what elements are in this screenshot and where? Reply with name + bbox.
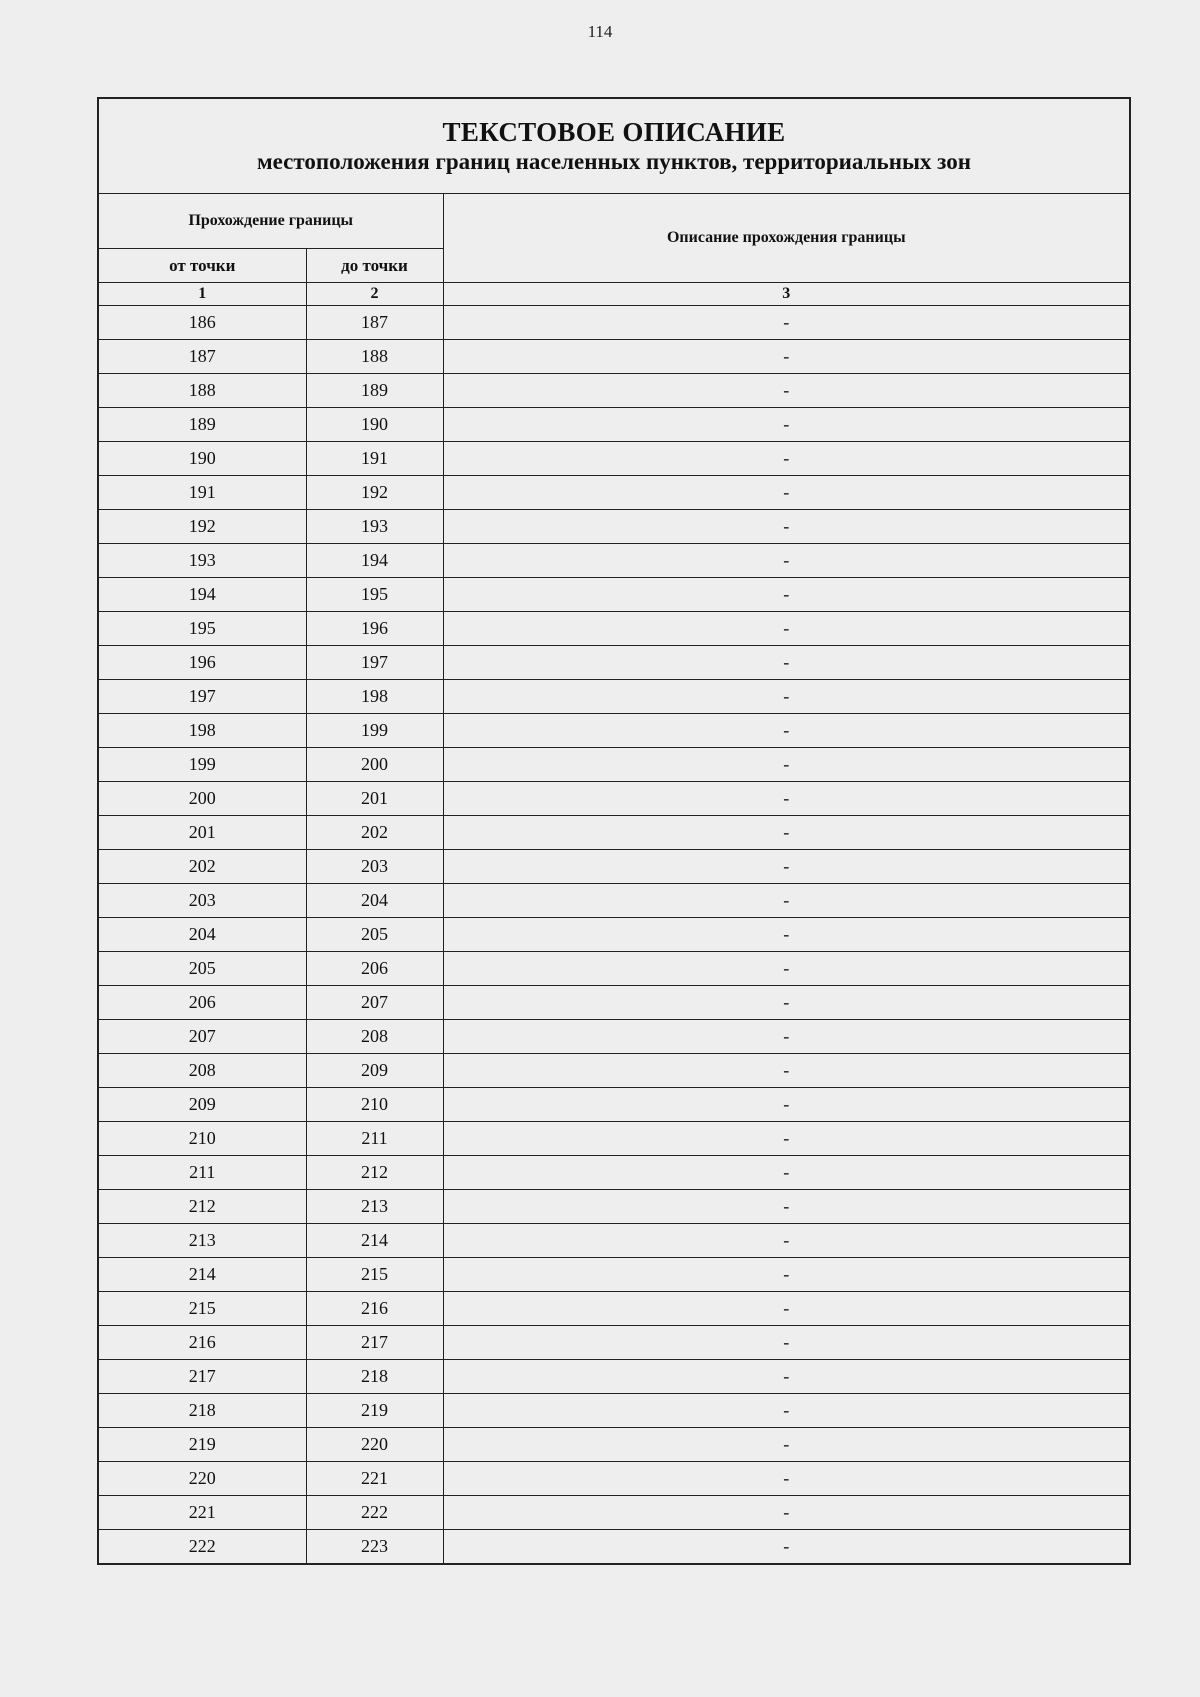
table-title-cell: [98, 98, 1130, 194]
column-number-1: 1: [98, 283, 306, 306]
table-row: [98, 306, 1130, 340]
from-point-cell: 194: [98, 578, 306, 612]
description-cell: -: [443, 408, 1130, 442]
table-row: [98, 1224, 1130, 1258]
table-row: [98, 782, 1130, 816]
from-point-cell: 215: [98, 1292, 306, 1326]
from-point-cell: 214: [98, 1258, 306, 1292]
from-point-cell: 188: [98, 374, 306, 408]
from-point-cell: 198: [98, 714, 306, 748]
table-row: [98, 340, 1130, 374]
from-point-cell: 205: [98, 952, 306, 986]
table-row: [98, 476, 1130, 510]
to-point-cell: 192: [306, 476, 443, 510]
table-row: [98, 510, 1130, 544]
from-point-cell: 196: [98, 646, 306, 680]
description-cell: -: [443, 1224, 1130, 1258]
to-point-cell: 204: [306, 884, 443, 918]
table-row: [98, 748, 1130, 782]
from-point-cell: 207: [98, 1020, 306, 1054]
table-row: [98, 1292, 1130, 1326]
table-row: [98, 1088, 1130, 1122]
table-row: [98, 374, 1130, 408]
description-cell: -: [443, 884, 1130, 918]
from-point-cell: 222: [98, 1530, 306, 1565]
table-row: [98, 1428, 1130, 1462]
from-point-cell: 192: [98, 510, 306, 544]
description-cell: -: [443, 476, 1130, 510]
to-point-cell: 189: [306, 374, 443, 408]
to-point-cell: 212: [306, 1156, 443, 1190]
table-row: [98, 544, 1130, 578]
description-cell: -: [443, 850, 1130, 884]
table-body: [98, 306, 1130, 1565]
description-cell: -: [443, 680, 1130, 714]
column-number-2: 2: [306, 283, 443, 306]
to-point-cell: 202: [306, 816, 443, 850]
table-row: [98, 680, 1130, 714]
description-cell: -: [443, 1496, 1130, 1530]
from-point-cell: 202: [98, 850, 306, 884]
to-point-cell: 214: [306, 1224, 443, 1258]
from-point-cell: 199: [98, 748, 306, 782]
from-point-cell: 187: [98, 340, 306, 374]
description-cell: -: [443, 1054, 1130, 1088]
description-cell: -: [443, 612, 1130, 646]
to-point-cell: 200: [306, 748, 443, 782]
table-row: [98, 918, 1130, 952]
description-cell: -: [443, 986, 1130, 1020]
table-row: [98, 816, 1130, 850]
description-cell: -: [443, 544, 1130, 578]
to-point-cell: 191: [306, 442, 443, 476]
table-row: [98, 952, 1130, 986]
description-cell: -: [443, 1360, 1130, 1394]
from-point-cell: 193: [98, 544, 306, 578]
description-cell: -: [443, 1190, 1130, 1224]
from-point-cell: 210: [98, 1122, 306, 1156]
from-point-cell: 191: [98, 476, 306, 510]
to-point-cell: 213: [306, 1190, 443, 1224]
table-row: [98, 442, 1130, 476]
to-point-cell: 198: [306, 680, 443, 714]
table-row: [98, 1462, 1130, 1496]
document-title: ТЕКСТОВОЕ ОПИСАНИЕ: [442, 117, 786, 147]
description-cell: -: [443, 1156, 1130, 1190]
table-row: [98, 612, 1130, 646]
header-boundary-description: Описание прохождения границы: [443, 194, 1130, 283]
description-cell: -: [443, 782, 1130, 816]
description-cell: -: [443, 714, 1130, 748]
table-row: [98, 408, 1130, 442]
table-row: [98, 1496, 1130, 1530]
description-cell: -: [443, 1462, 1130, 1496]
from-point-cell: 204: [98, 918, 306, 952]
to-point-cell: 207: [306, 986, 443, 1020]
to-point-cell: 217: [306, 1326, 443, 1360]
from-point-cell: 186: [98, 306, 306, 340]
table-row: [98, 1360, 1130, 1394]
to-point-cell: 215: [306, 1258, 443, 1292]
description-cell: -: [443, 918, 1130, 952]
to-point-cell: 199: [306, 714, 443, 748]
table-row: [98, 884, 1130, 918]
from-point-cell: 216: [98, 1326, 306, 1360]
to-point-cell: 193: [306, 510, 443, 544]
description-cell: -: [443, 1292, 1130, 1326]
header-boundary-passage: Прохождение границы: [98, 194, 443, 249]
from-point-cell: 200: [98, 782, 306, 816]
from-point-cell: 218: [98, 1394, 306, 1428]
header-to-point: до точки: [306, 249, 443, 283]
to-point-cell: 201: [306, 782, 443, 816]
description-cell: -: [443, 578, 1130, 612]
to-point-cell: 195: [306, 578, 443, 612]
description-cell: -: [443, 1394, 1130, 1428]
to-point-cell: 190: [306, 408, 443, 442]
to-point-cell: 187: [306, 306, 443, 340]
to-point-cell: 222: [306, 1496, 443, 1530]
description-cell: -: [443, 442, 1130, 476]
table-row: [98, 1054, 1130, 1088]
to-point-cell: 196: [306, 612, 443, 646]
to-point-cell: 220: [306, 1428, 443, 1462]
from-point-cell: 208: [98, 1054, 306, 1088]
table-row: [98, 1020, 1130, 1054]
from-point-cell: 195: [98, 612, 306, 646]
description-cell: -: [443, 1326, 1130, 1360]
table-row: [98, 1190, 1130, 1224]
page-number: 114: [587, 22, 613, 41]
table-row: [98, 646, 1130, 680]
from-point-cell: 201: [98, 816, 306, 850]
description-cell: -: [443, 510, 1130, 544]
from-point-cell: 220: [98, 1462, 306, 1496]
description-cell: -: [443, 1428, 1130, 1462]
description-cell: -: [443, 1122, 1130, 1156]
description-cell: -: [443, 952, 1130, 986]
table-row: [98, 714, 1130, 748]
header-from-point: от точки: [98, 249, 306, 283]
from-point-cell: 209: [98, 1088, 306, 1122]
description-cell: -: [443, 816, 1130, 850]
to-point-cell: 210: [306, 1088, 443, 1122]
table-row: [98, 1156, 1130, 1190]
from-point-cell: 197: [98, 680, 306, 714]
to-point-cell: 188: [306, 340, 443, 374]
description-cell: -: [443, 1020, 1130, 1054]
from-point-cell: 189: [98, 408, 306, 442]
from-point-cell: 211: [98, 1156, 306, 1190]
table-row: [98, 1394, 1130, 1428]
from-point-cell: 213: [98, 1224, 306, 1258]
to-point-cell: 218: [306, 1360, 443, 1394]
to-point-cell: 194: [306, 544, 443, 578]
description-cell: -: [443, 374, 1130, 408]
table-row: [98, 1326, 1130, 1360]
document-subtitle: местоположения границ населенных пунктов, территориальных зон: [257, 149, 972, 174]
table-row: [98, 1258, 1130, 1292]
from-point-cell: 219: [98, 1428, 306, 1462]
description-cell: -: [443, 306, 1130, 340]
table-row: [98, 578, 1130, 612]
boundary-description-table: [97, 97, 1131, 1565]
description-cell: -: [443, 340, 1130, 374]
table-row: [98, 986, 1130, 1020]
to-point-cell: 221: [306, 1462, 443, 1496]
from-point-cell: 190: [98, 442, 306, 476]
to-point-cell: 216: [306, 1292, 443, 1326]
from-point-cell: 217: [98, 1360, 306, 1394]
to-point-cell: 197: [306, 646, 443, 680]
to-point-cell: 208: [306, 1020, 443, 1054]
to-point-cell: 211: [306, 1122, 443, 1156]
table-row: [98, 1530, 1130, 1565]
to-point-cell: 219: [306, 1394, 443, 1428]
table-row: [98, 1122, 1130, 1156]
to-point-cell: 206: [306, 952, 443, 986]
table-row: [98, 850, 1130, 884]
from-point-cell: 212: [98, 1190, 306, 1224]
description-cell: -: [443, 748, 1130, 782]
to-point-cell: 203: [306, 850, 443, 884]
description-cell: -: [443, 1530, 1130, 1565]
description-cell: -: [443, 1258, 1130, 1292]
to-point-cell: 209: [306, 1054, 443, 1088]
to-point-cell: 223: [306, 1530, 443, 1565]
description-cell: -: [443, 646, 1130, 680]
column-number-3: 3: [443, 283, 1130, 306]
from-point-cell: 206: [98, 986, 306, 1020]
from-point-cell: 221: [98, 1496, 306, 1530]
from-point-cell: 203: [98, 884, 306, 918]
to-point-cell: 205: [306, 918, 443, 952]
description-cell: -: [443, 1088, 1130, 1122]
